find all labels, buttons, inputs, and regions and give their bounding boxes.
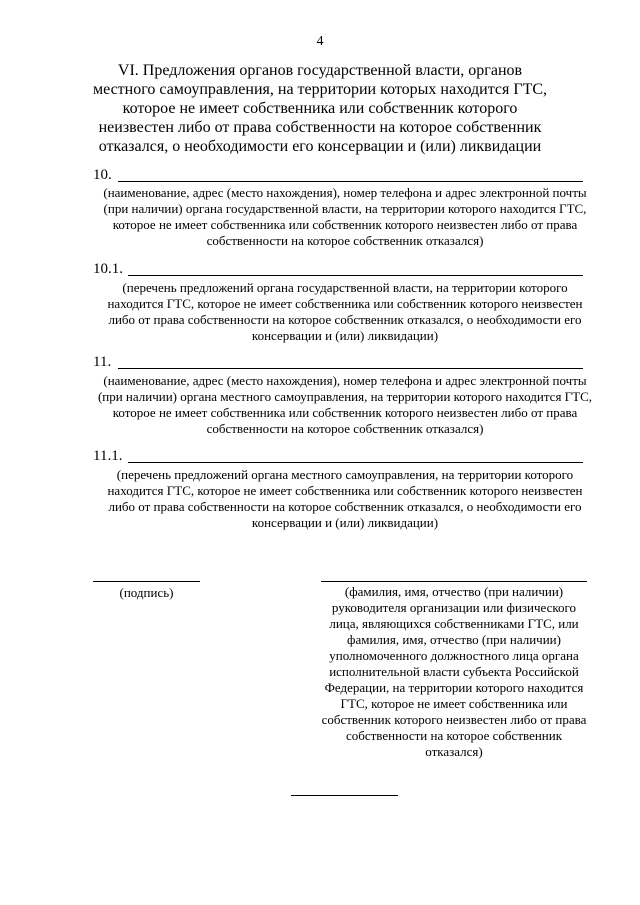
name-caption: (фамилия, имя, отчество (при наличии) руководителя организации или физического лица, являющихся собственниками ГТС, или фамилия, имя, отчество (при наличии) уполномоченного должностного лица органа исполнительной власти субъекта Российской Федерации, на территории которого находится ГТС, которое не имеет собственника или собственник которого неизвестен либо от права собственности на которое собственник отказался)	[321, 584, 587, 759]
field-caption: (перечень предложений органа местного самоуправления, на территории которого находится ГТС, которое не имеет собственника или собственник которого неизвестен либо от права собственности на которое собственник отказался, о необходимости его консервации и (или) ликвидации)	[107, 467, 583, 530]
fill-in-line[interactable]	[118, 368, 583, 369]
signature-caption: (подпись)	[119, 585, 174, 600]
field-caption: (наименование, адрес (место нахождения), номер телефона и адрес электронной почты (при наличии) органа местного самоуправления, на территории которого находится ГТС, которое не имеет собственника или собственник которого неизвестен либо от права собственности на которое собственник отказался)	[97, 373, 593, 436]
page-number: 4	[316, 34, 324, 49]
field-row-10	[93, 164, 583, 184]
section-title: VI. Предложения органов государственной власти, органов местного самоуправления, на территории которых находится ГТС, которое не имеет собственника или собственник которого неизвестен либо от права собственности на которое собственник отказался, о необходимости его консервации и (или) ликвидации	[92, 62, 548, 155]
closing-rule	[291, 795, 398, 796]
field-row-11-1	[93, 445, 583, 465]
fill-in-line[interactable]	[118, 181, 583, 182]
field-number: 10.	[93, 167, 112, 183]
fill-in-line[interactable]	[128, 275, 583, 276]
field-row-11	[93, 351, 583, 371]
field-caption: (перечень предложений органа государственной власти, на территории которого находится ГТС, которое не имеет собственника или собственник которого неизвестен либо от права собственности на которое собственник отказался, о необходимости его консервации и (или) ликвидации)	[107, 280, 583, 343]
name-line[interactable]	[321, 581, 587, 582]
field-row-10-1	[93, 258, 583, 278]
field-number: 10.1.	[93, 261, 123, 277]
fill-in-line[interactable]	[128, 462, 583, 463]
signature-line[interactable]	[93, 581, 200, 582]
field-number: 11.	[93, 354, 112, 370]
field-caption: (наименование, адрес (место нахождения), номер телефона и адрес электронной почты (при наличии) органа государственной власти, на территории которого находится ГТС, которое не имеет собственника или собственник которого неизвестен либо от права собственности на которое собственник отказался)	[103, 185, 587, 248]
field-number: 11.1.	[93, 448, 123, 464]
